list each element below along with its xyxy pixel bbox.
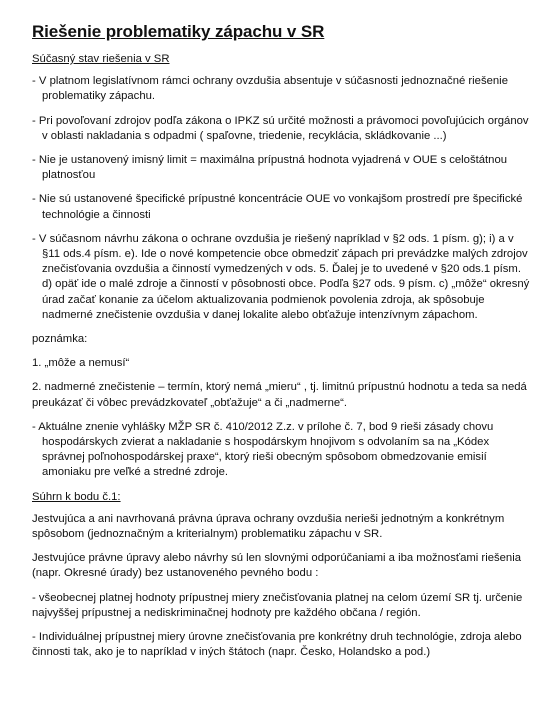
section-heading-current-state: Súčasný stav riešenia v SR	[32, 53, 170, 65]
note-item-2: 2. nadmerné znečistenie – termín, ktorý nemá „mieru“ , tj. limitnú prípustnú hodnotu a teda sa nedá preukázať či vôbec prevádzkovateľ „obťažuje“ a či „nadmerne“.	[32, 381, 527, 409]
paragraph-emission-limit: - Nie je ustanovený imisný limit = maximálna prípustná hodnota vyjadrená v OUE s celoštátnou platnosťou	[32, 154, 508, 182]
paragraph-legislation-absence: - V platnom legislatívnom rámci ochrany ovzdušia absentuje v súčasnosti jednoznačné riešenie problematiky zápachu.	[32, 75, 508, 103]
summary-bullet-individual-value: - Individuálnej prípustnej miery úrovne znečisťovania pre konkrétny druh technológie, zdroja alebo činnosti tak, ako je to napríklad v iných štátoch (napr. Česko, Holandsko a pod.)	[32, 631, 522, 659]
paragraph-decree-410: - Aktuálne znenie vyhlášky MŽP SR č. 410/2012 Z.z. v prílohe č. 7, bod 9 rieši zásady chovu hospodárskych zvierat a nakladanie s hospodárskym hnojivom s odvolaním sa na „Kódex správnej poľnohospodárskej praxe“, ktorý rieši obecným spôsobom obmedzovanie emisií amoniaku pre veľké a stredné zdroje.	[32, 420, 494, 479]
note-heading: poznámka:	[32, 333, 88, 346]
summary-paragraph-2: Jestvujúce právne úpravy alebo návrhy sú len slovnými odporúčaniami a iba možnosťami riešenia (napr. Okresné úrady) bez ustanoveného pevného bodu :	[32, 552, 521, 580]
document-title: Riešenie problematiky zápachu v SR	[32, 22, 325, 41]
paragraph-ipkz-permits: - Pri povoľovaní zdrojov podľa zákona o IPKZ sú určité možnosti a právomoci povoľujúcich orgánov v oblasti nakladania s odpadmi ( spaľovne, triedenie, recyklácia, skládkovanie ...)	[32, 114, 529, 142]
paragraph-oue-concentrations: - Nie sú ustanovené špecifické prípustné koncentrácie OUE vo vonkajšom prostredí pre špecifické technológie a činnosti	[32, 193, 523, 221]
paragraph-air-protection-draft: - V súčasnom návrhu zákona o ochrane ovzdušia je riešený napríklad v §2 ods. 1 písm. g); i) a v §11 ods.4 písm. e). Ide o nové kompetencie obce obmedziť zápach pri prevádzke malých zdrojov znečisťovania ovzdušia a činností vymedzených v ods. 5. Ďalej je to uvedené v §20 ods.1 písm. d) opäť ide o malé zdroje a činností v pôsobnosti obce. Podľa §27 ods. 9 písm. c) „môže“ okresný úrad začať konanie za účelom aktualizovania podmienok povolenia zdroja, ak spôsobuje nadmerné znečistenie ovzdušia v danej lokalite alebo obťažuje intenzívnym zápachom.	[32, 232, 530, 321]
document-page	[32, 22, 532, 670]
section-heading-summary: Súhrn k bodu č.1:	[32, 490, 121, 503]
summary-paragraph-1: Jestvujúca a ani navrhovaná právna úprava ochrany ovzdušia nerieši jednotným a konkrétnym spôsobom (jednoznačným a kriterialnym) problematiku zápachu v SR.	[32, 512, 505, 541]
summary-bullet-general-value: - všeobecnej platnej hodnoty prípustnej miery znečisťovania platnej na celom území SR tj. určenie najvyššej prípustnej a nediskriminačnej hodnoty pre každého občana / región.	[32, 591, 523, 619]
note-item-1: 1. „môže a nemusí“	[32, 357, 130, 370]
